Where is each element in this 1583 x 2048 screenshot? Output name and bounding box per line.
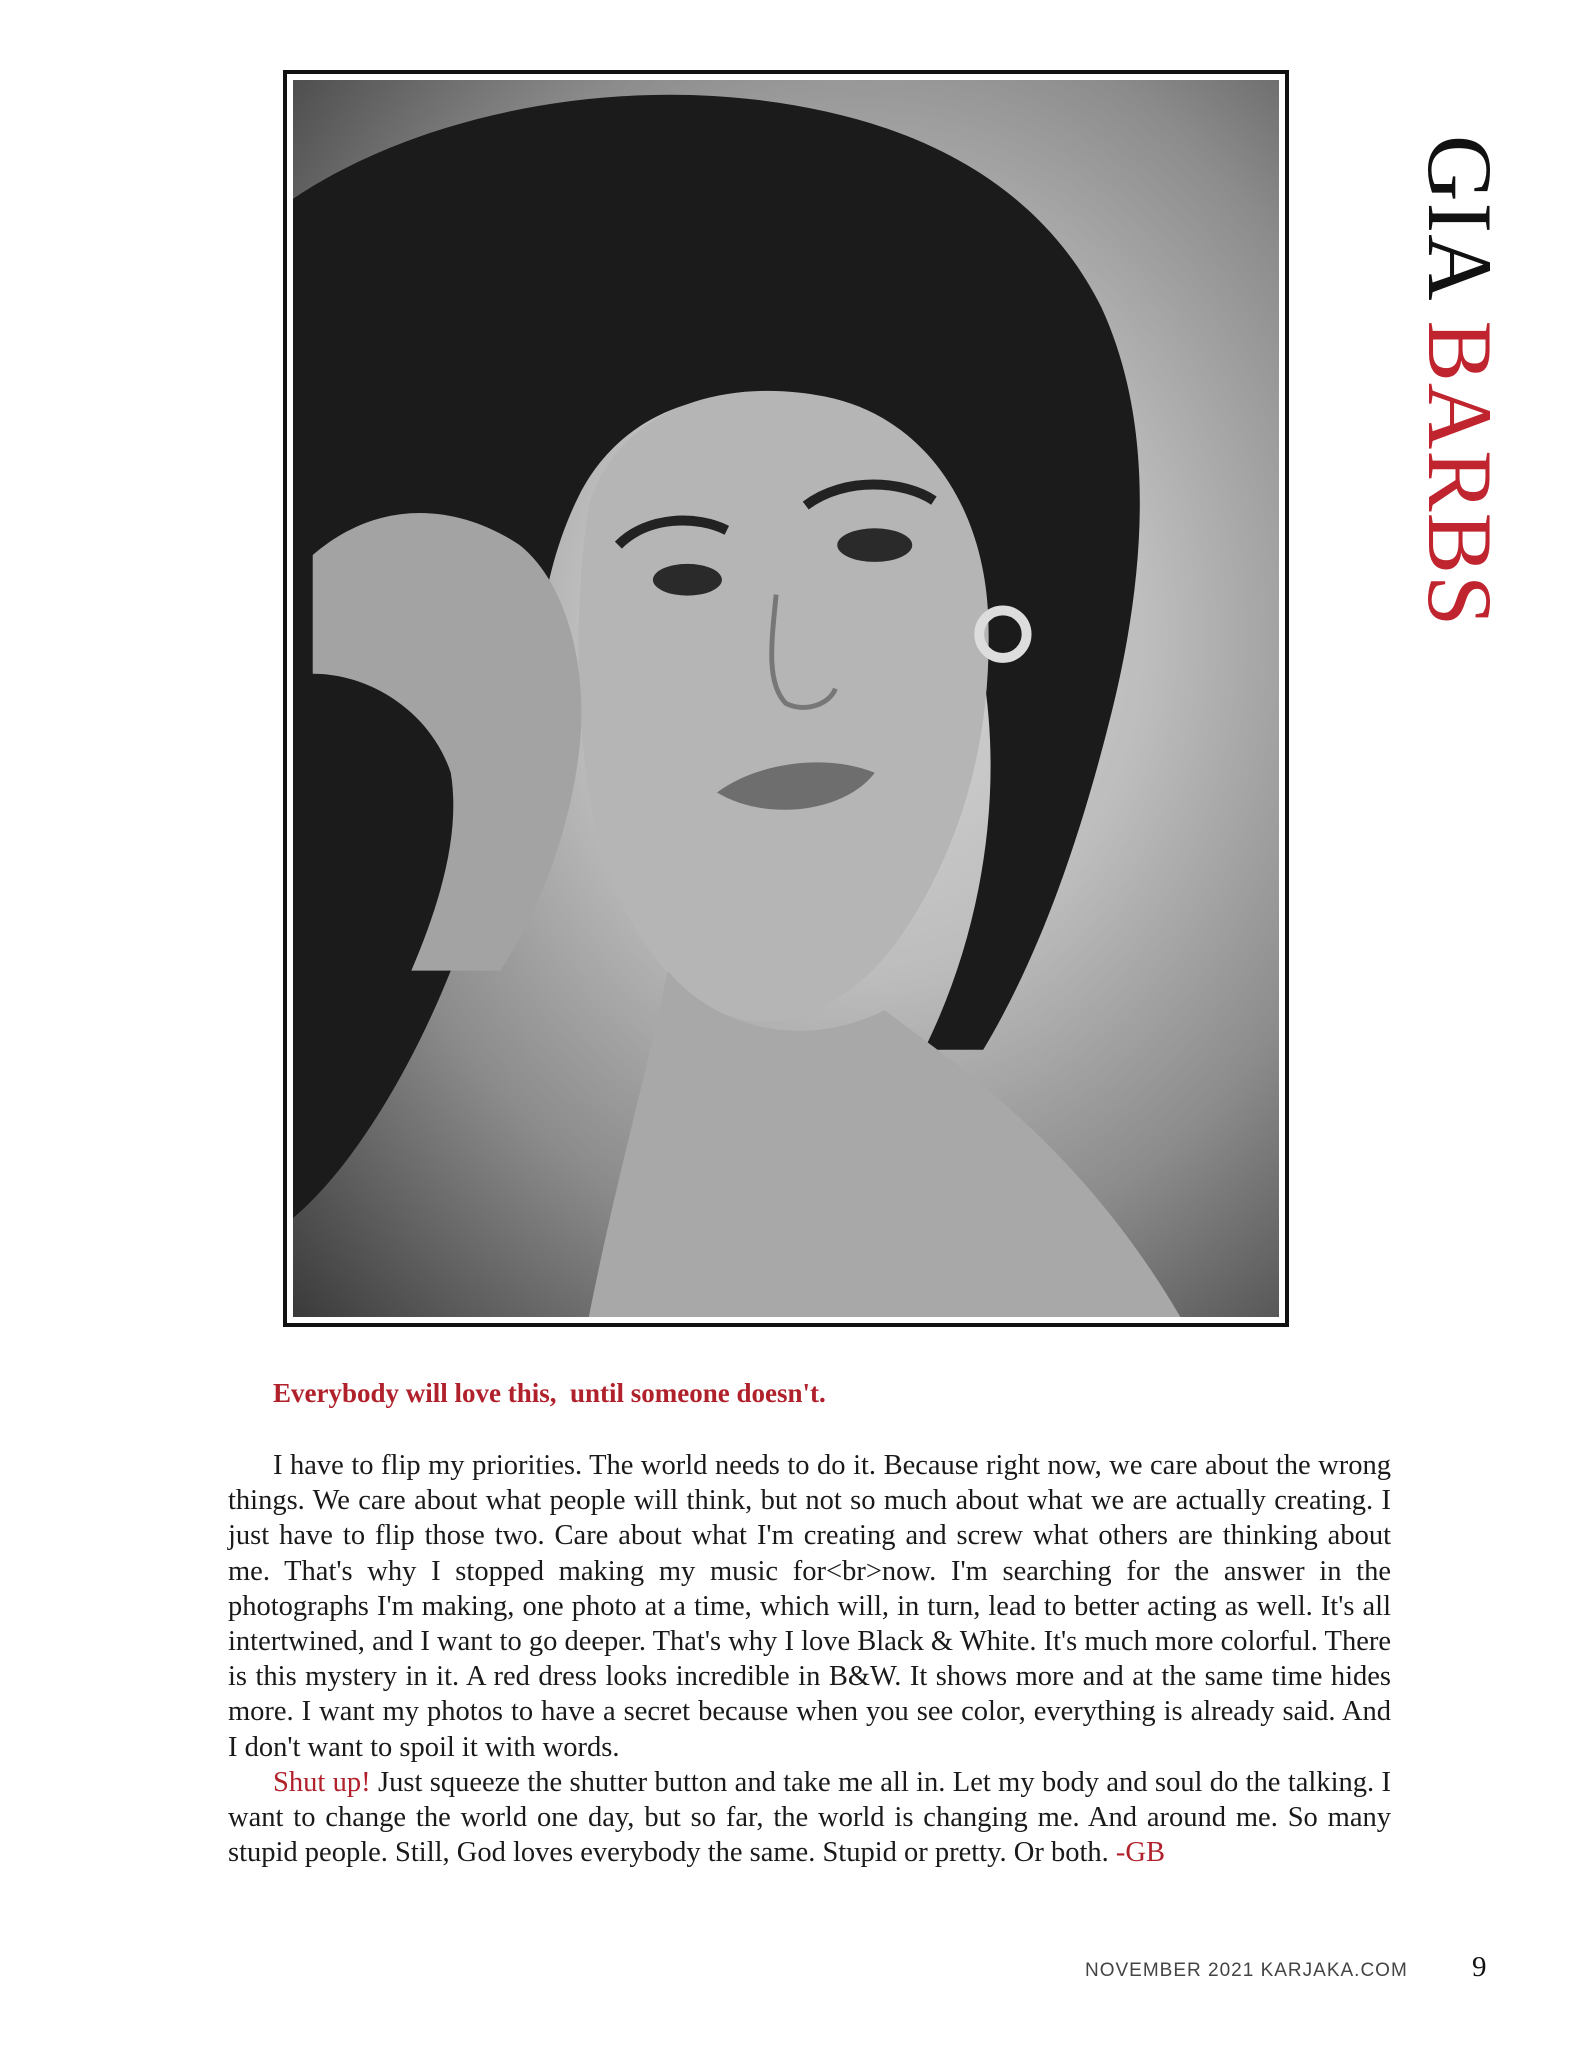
title-first-name: GIA [1409,135,1511,297]
portrait-photo [293,80,1279,1317]
photo-frame [283,70,1289,1327]
page-number: 9 [1472,1951,1487,1983]
paragraph-1: I have to flip my priorities. The world needs to do it. Because right now, we care about the wrong things. We care about what people will think, but not so much about what we are actually creating. I just have to flip those two. Care about what I'm creating and screw what others are thinking about me. That's why I stopped making my music for<br>now. I'm searching for the answer in the photographs I'm making, one photo at a time, which will, in turn, lead to better acting as well. It's all intertwined, and I want to go deeper. That's why I love Black & White. It's much more colorful. There is this mystery in it. A red dress looks incredible in B&W. It shows more and at the same time hides more. I want my photos to have a secret because when you see color, everything is already said. And I don't want to spoil it with words. [228,1450,1391,1763]
footer-month: NOVEMBER [1085,1960,1202,1981]
title-last-name: BARBS [1409,320,1511,628]
vertical-title [1409,135,1520,628]
paragraph-2-text: Just squeeze the shutter button and take me all in. Let my body and soul do the talking. I want to change the world one day, but so far, the world is changing me. And around me. So many stupid people. Still, God loves everybody the same. Stupid or pretty. Or both. [228,1766,1391,1869]
portrait-illustration [293,80,1279,1317]
pull-quote: Everybody will love this, until someone doesn't. [273,1378,826,1408]
article-body [228,1448,1391,1870]
signature: -GB [1115,1837,1165,1869]
footer [1085,1960,1408,1982]
footer-year-site: 2021 KARJAKA.COM [1208,1960,1408,1981]
paragraph-2 [228,1765,1391,1871]
paragraph-2-lead: Shut up! [273,1766,371,1798]
